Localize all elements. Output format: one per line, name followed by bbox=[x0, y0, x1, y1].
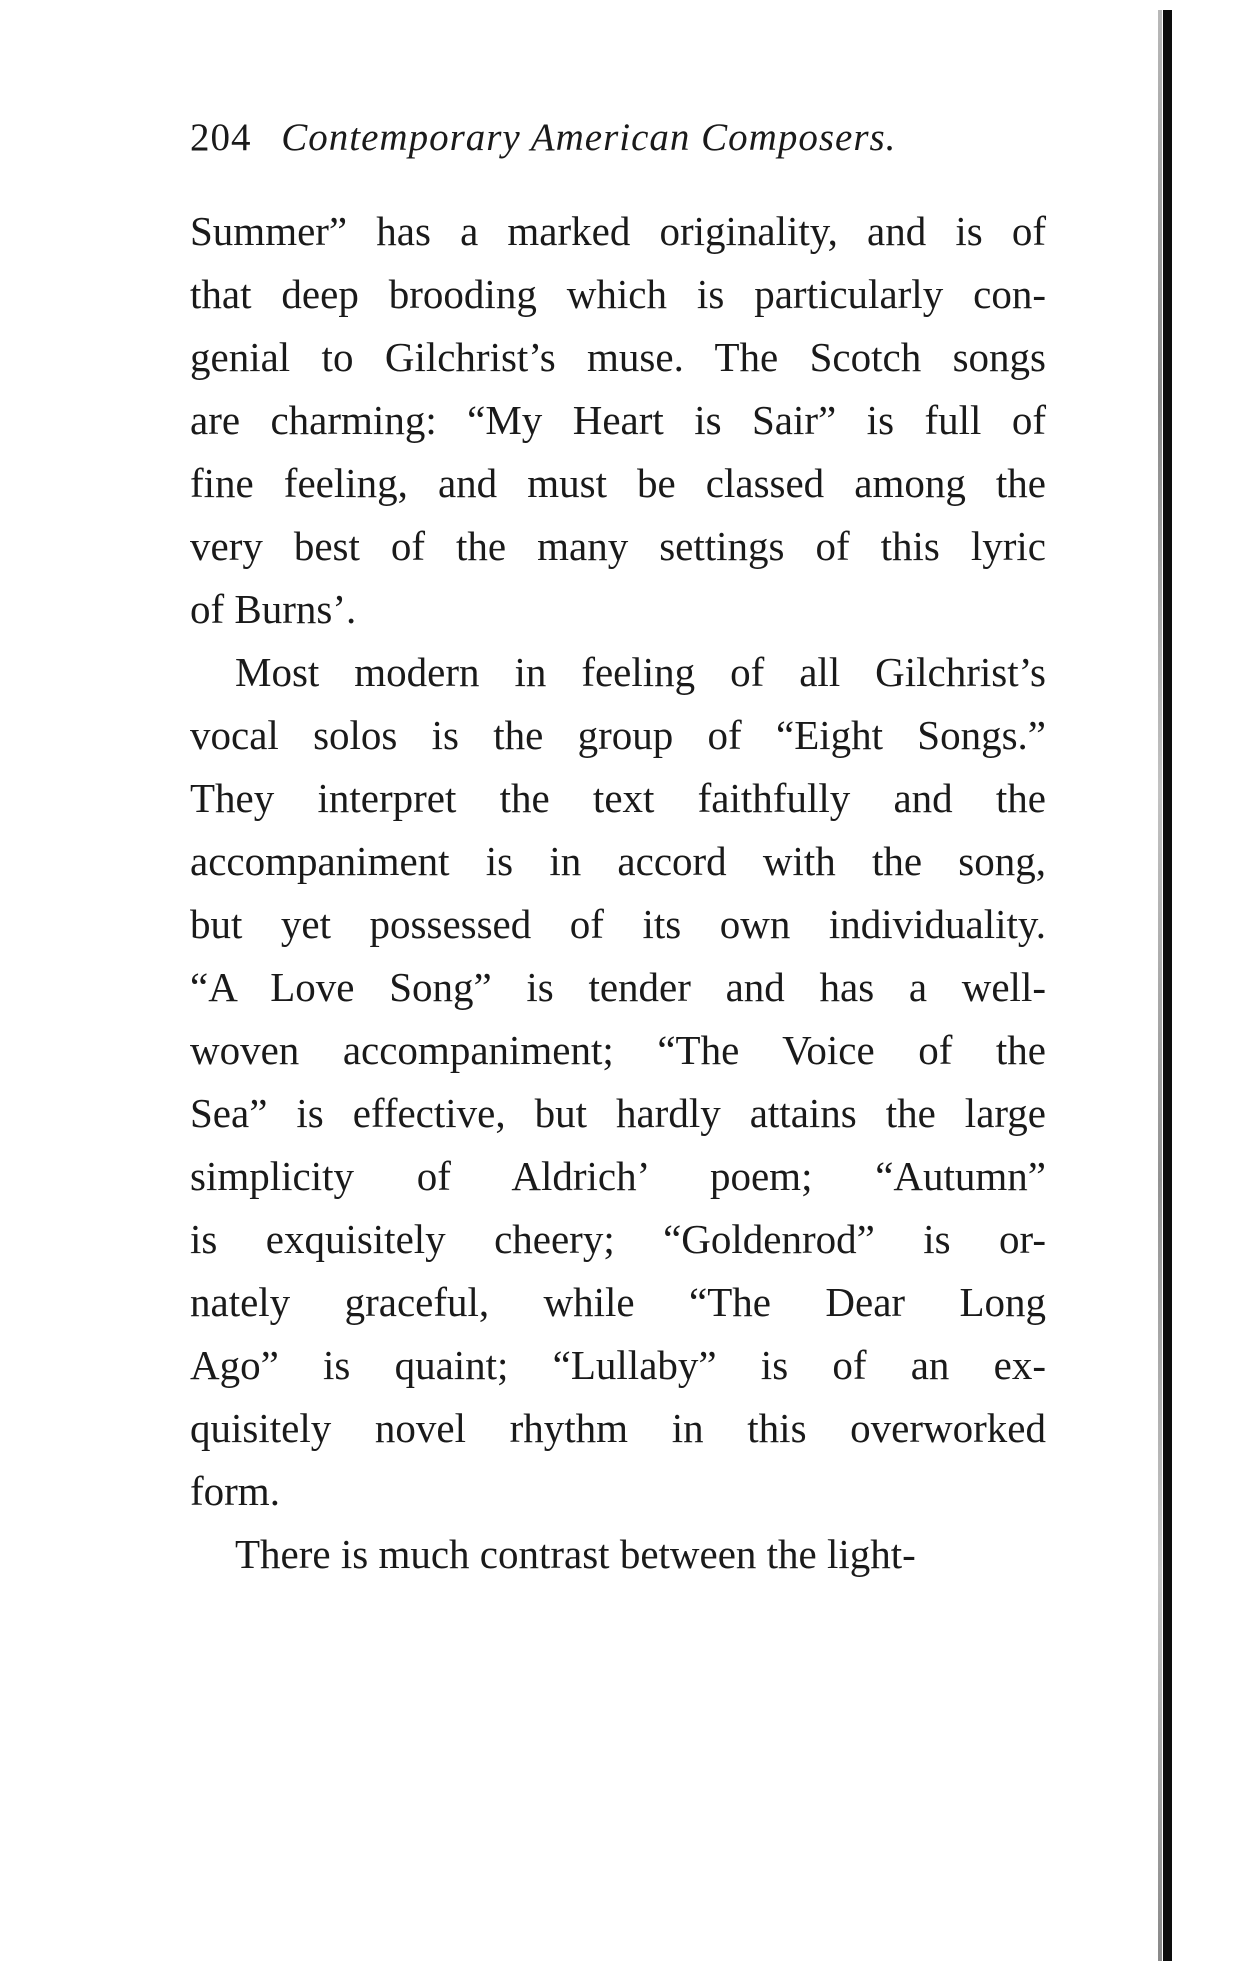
text-line: woven accompaniment; “The Voice of the bbox=[190, 1027, 1046, 1073]
text-line: nately graceful, while “The Dear Long bbox=[190, 1279, 1046, 1325]
body-text bbox=[190, 200, 1046, 1586]
text-line: genial to Gilchrist’s muse. The Scotch songs bbox=[190, 334, 1046, 380]
text-line: Summer” has a marked originality, and is of bbox=[190, 208, 1046, 254]
text-line: “A Love Song” is tender and has a well- bbox=[190, 964, 1046, 1010]
text-line: but yet possessed of its own individuality. bbox=[190, 901, 1046, 947]
text-line: vocal solos is the group of “Eight Songs.” bbox=[190, 712, 1046, 758]
text-line: There is much contrast between the light- bbox=[235, 1531, 916, 1577]
text-line: accompaniment is in accord with the song, bbox=[190, 838, 1046, 884]
text-line: simplicity of Aldrich’ poem; “Autumn” bbox=[190, 1153, 1046, 1199]
text-line: Most modern in feeling of all Gilchrist’s bbox=[235, 649, 1046, 695]
text-line: of Burns’. bbox=[190, 586, 357, 632]
text-line: that deep brooding which is particularly con- bbox=[190, 271, 1046, 317]
text-line: They interpret the text faithfully and the bbox=[190, 775, 1046, 821]
text-line: are charming: “My Heart is Sair” is full of bbox=[190, 397, 1046, 443]
running-head bbox=[190, 112, 1050, 164]
text-line: is exquisitely cheery; “Goldenrod” is or- bbox=[190, 1216, 1046, 1262]
text-line: quisitely novel rhythm in this overworked bbox=[190, 1405, 1046, 1451]
text-line: Sea” is effective, but hardly attains the large bbox=[190, 1090, 1046, 1136]
binding-edge bbox=[1163, 10, 1172, 1961]
text-line: Ago” is quaint; “Lullaby” is of an ex- bbox=[190, 1342, 1046, 1388]
text-line: form. bbox=[190, 1468, 280, 1514]
text-line: fine feeling, and must be classed among the bbox=[190, 460, 1046, 506]
page-number: 204 bbox=[190, 116, 252, 159]
running-title: Contemporary American Composers. bbox=[281, 116, 897, 159]
text-line: very best of the many settings of this lyric bbox=[190, 523, 1046, 569]
